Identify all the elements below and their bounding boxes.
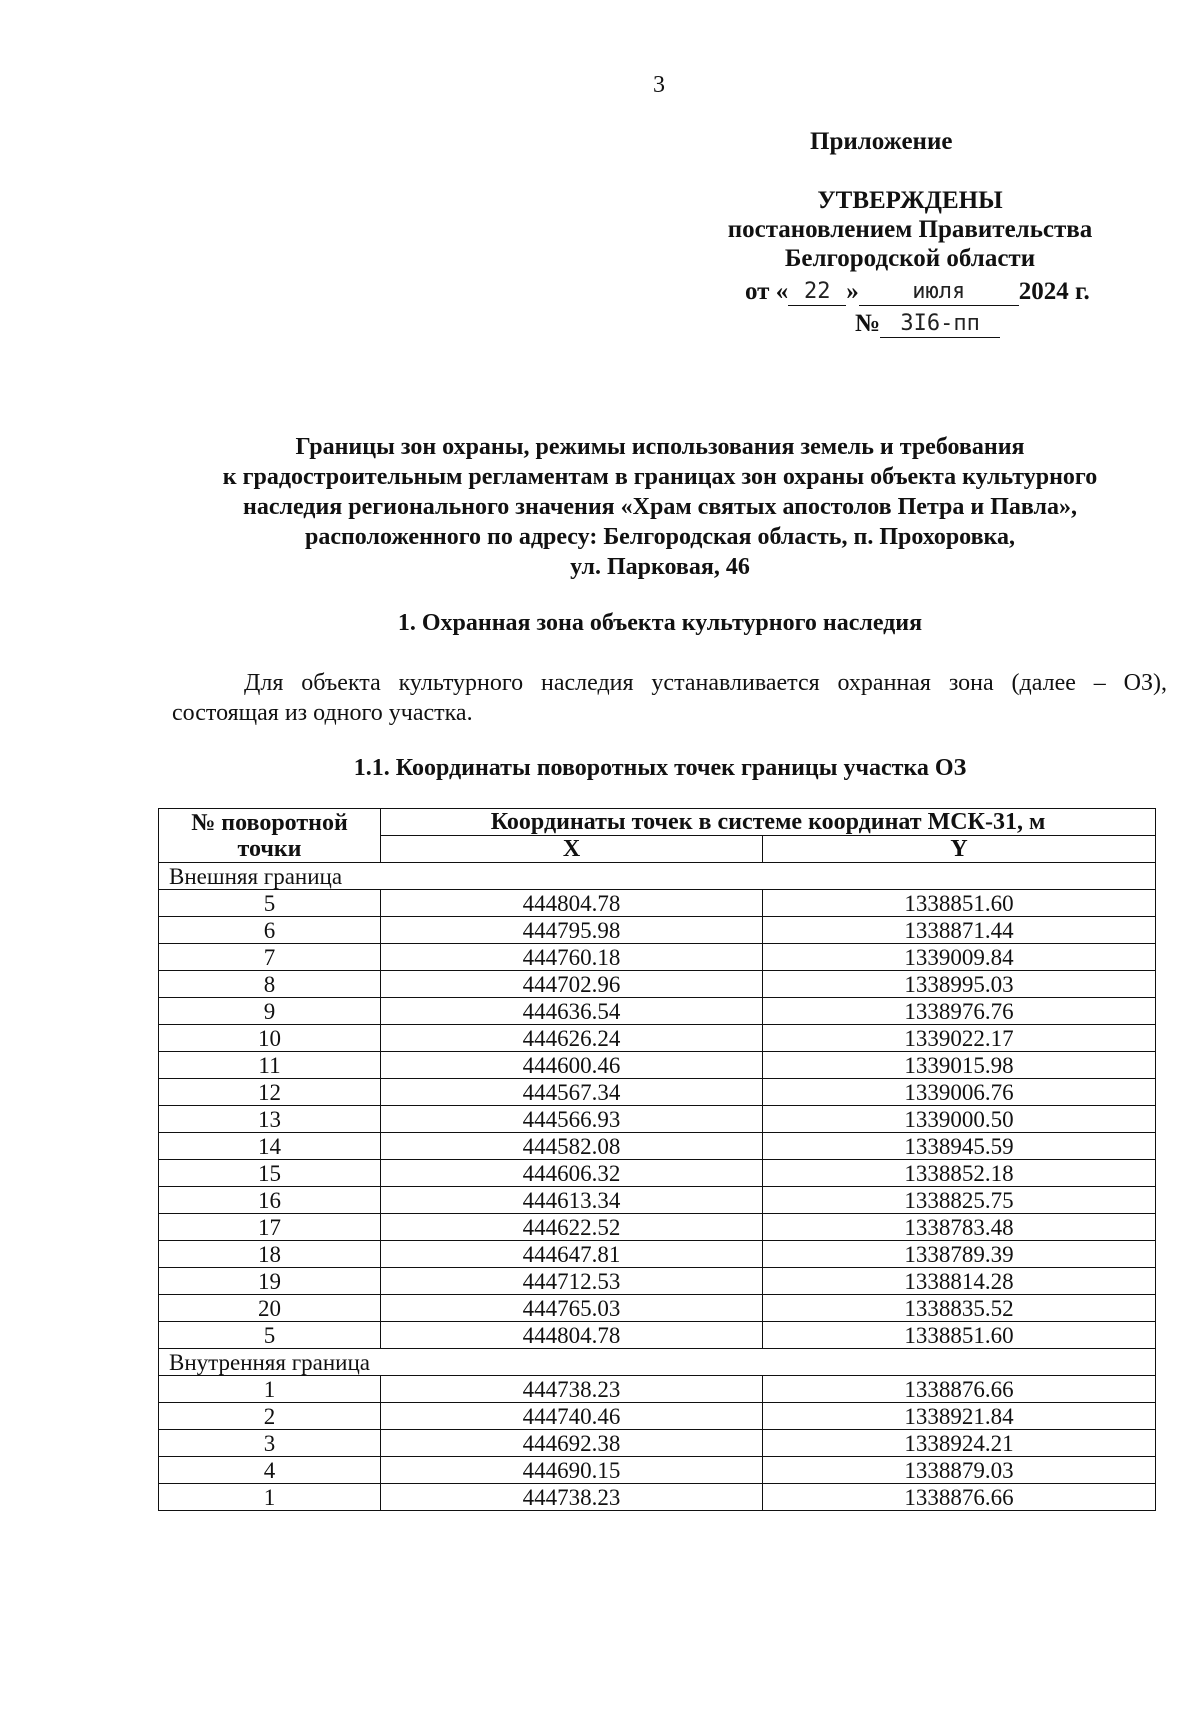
date-month: июля [912,279,966,304]
point-number-cell: 7 [159,944,381,971]
table-row [159,1214,1156,1241]
x-coordinate-cell: 444622.52 [381,1214,763,1241]
y-coordinate-cell: 1338945.59 [763,1133,1156,1160]
x-coordinate-cell: 444712.53 [381,1268,763,1295]
point-number-cell: 8 [159,971,381,998]
y-coordinate-cell: 1339009.84 [763,944,1156,971]
point-number-header: № поворотной точки [159,809,381,863]
x-coordinate-cell: 444738.23 [381,1376,763,1403]
group-row [159,1349,1156,1376]
point-number-cell: 13 [159,1106,381,1133]
x-coordinate-cell: 444795.98 [381,917,763,944]
x-header: X [381,836,763,863]
x-coordinate-cell: 444765.03 [381,1295,763,1322]
x-coordinate-cell: 444566.93 [381,1106,763,1133]
table-row [159,1079,1156,1106]
table-row [159,1376,1156,1403]
table-row [159,1457,1156,1484]
y-coordinate-cell: 1338995.03 [763,971,1156,998]
title-line: расположенного по адресу: Белгородская область, п. Прохоровка, [304,524,1016,550]
y-coordinate-cell: 1339015.98 [763,1052,1156,1079]
point-number-cell: 17 [159,1214,381,1241]
coordinates-table [158,808,1156,1511]
group-row [159,863,1156,890]
table-row [159,1241,1156,1268]
table-row [159,1187,1156,1214]
x-coordinate-cell: 444626.24 [381,1025,763,1052]
title-line: наследия регионального значения «Храм святых апостолов Петра и Павла», [243,494,1077,520]
y-coordinate-cell: 1338876.66 [763,1484,1156,1511]
table-row [159,917,1156,944]
table-row [159,1106,1156,1133]
x-coordinate-cell: 444804.78 [381,1322,763,1349]
point-number-cell: 3 [159,1430,381,1457]
table-row [159,1403,1156,1430]
y-coordinate-cell: 1338789.39 [763,1241,1156,1268]
point-number-cell: 14 [159,1133,381,1160]
title-line: ул. Парковая, 46 [570,554,750,580]
y-coordinate-cell: 1338814.28 [763,1268,1156,1295]
x-coordinate-cell: 444740.46 [381,1403,763,1430]
table-body [159,863,1156,1511]
point-number-cell: 1 [159,1484,381,1511]
approval-date [745,277,1090,306]
x-coordinate-cell: 444636.54 [381,998,763,1025]
table-row [159,1133,1156,1160]
point-number-cell: 4 [159,1457,381,1484]
table-row [159,998,1156,1025]
point-number-cell: 2 [159,1403,381,1430]
x-coordinate-cell: 444613.34 [381,1187,763,1214]
x-coordinate-cell: 444606.32 [381,1160,763,1187]
subsection-heading: 1.1. Координаты поворотных точек границы участка ОЗ [353,755,967,781]
y-coordinate-cell: 1338871.44 [763,917,1156,944]
section-heading: 1. Охранная зона объекта культурного наследия [397,610,923,636]
document-title [160,432,1160,582]
y-coordinate-cell: 1338783.48 [763,1214,1156,1241]
table-row [159,1484,1156,1511]
point-number-cell: 19 [159,1268,381,1295]
coords-system-header: Координаты точек в системе координат МСК-31, м [381,809,1156,836]
section-paragraph-text: Для объекта культурного наследия устанавливается охранная зона (далее – ОЗ), состоящая из одного участка. [172,670,1167,726]
approval-line-2: Белгородской области [784,245,1036,272]
title-line: Границы зон охраны, режимы использования земель и требования [295,434,1025,460]
date-day: 22 [803,279,831,304]
y-coordinate-cell: 1338976.76 [763,998,1156,1025]
x-coordinate-cell: 444582.08 [381,1133,763,1160]
x-coordinate-cell: 444738.23 [381,1484,763,1511]
date-mid: » [846,278,859,305]
y-coordinate-cell: 1338924.21 [763,1430,1156,1457]
table-row [159,1160,1156,1187]
table-row [159,890,1156,917]
x-coordinate-cell: 444804.78 [381,890,763,917]
y-coordinate-cell: 1338851.60 [763,890,1156,917]
date-year: 2024 г. [1018,278,1090,305]
title-line: к градостроительным регламентам в границах зон охраны объекта культурного [222,464,1098,490]
point-number-cell: 5 [159,890,381,917]
point-number-cell: 15 [159,1160,381,1187]
table-row [159,944,1156,971]
y-coordinate-cell: 1338879.03 [763,1457,1156,1484]
point-number-cell: 6 [159,917,381,944]
group-label: Внешняя граница [159,863,1156,890]
table-row [159,1322,1156,1349]
approval-line-1: постановлением Правительства [727,216,1093,243]
y-coordinate-cell: 1338921.84 [763,1403,1156,1430]
y-coordinate-cell: 1338876.66 [763,1376,1156,1403]
number-value: 3I6-пп [900,311,980,336]
y-header: Y [763,836,1156,863]
x-coordinate-cell: 444692.38 [381,1430,763,1457]
table-row [159,1430,1156,1457]
appendix-label: Приложение [810,128,953,155]
date-prefix: от « [745,278,789,305]
number-prefix: № [855,310,881,337]
point-number-cell: 12 [159,1079,381,1106]
group-label: Внутренняя граница [159,1349,1156,1376]
point-number-cell: 9 [159,998,381,1025]
point-number-cell: 11 [159,1052,381,1079]
table-row [159,1295,1156,1322]
y-coordinate-cell: 1339022.17 [763,1025,1156,1052]
point-number-cell: 20 [159,1295,381,1322]
y-coordinate-cell: 1339000.50 [763,1106,1156,1133]
x-coordinate-cell: 444690.15 [381,1457,763,1484]
approval-title: УТВЕРЖДЕНЫ [817,187,1003,214]
table-row [159,1268,1156,1295]
point-number-cell: 5 [159,1322,381,1349]
point-number-cell: 18 [159,1241,381,1268]
table-row [159,1025,1156,1052]
approval-number [855,309,1000,338]
y-coordinate-cell: 1338825.75 [763,1187,1156,1214]
point-number-cell: 16 [159,1187,381,1214]
section-paragraph [172,668,1167,728]
y-coordinate-cell: 1338851.60 [763,1322,1156,1349]
table-row [159,1052,1156,1079]
y-coordinate-cell: 1338852.18 [763,1160,1156,1187]
x-coordinate-cell: 444600.46 [381,1052,763,1079]
y-coordinate-cell: 1339006.76 [763,1079,1156,1106]
x-coordinate-cell: 444702.96 [381,971,763,998]
page-number: 3 [653,72,665,98]
x-coordinate-cell: 444647.81 [381,1241,763,1268]
table-row [159,971,1156,998]
x-coordinate-cell: 444760.18 [381,944,763,971]
point-number-cell: 1 [159,1376,381,1403]
y-coordinate-cell: 1338835.52 [763,1295,1156,1322]
x-coordinate-cell: 444567.34 [381,1079,763,1106]
approval-block [690,186,1130,273]
point-number-cell: 10 [159,1025,381,1052]
